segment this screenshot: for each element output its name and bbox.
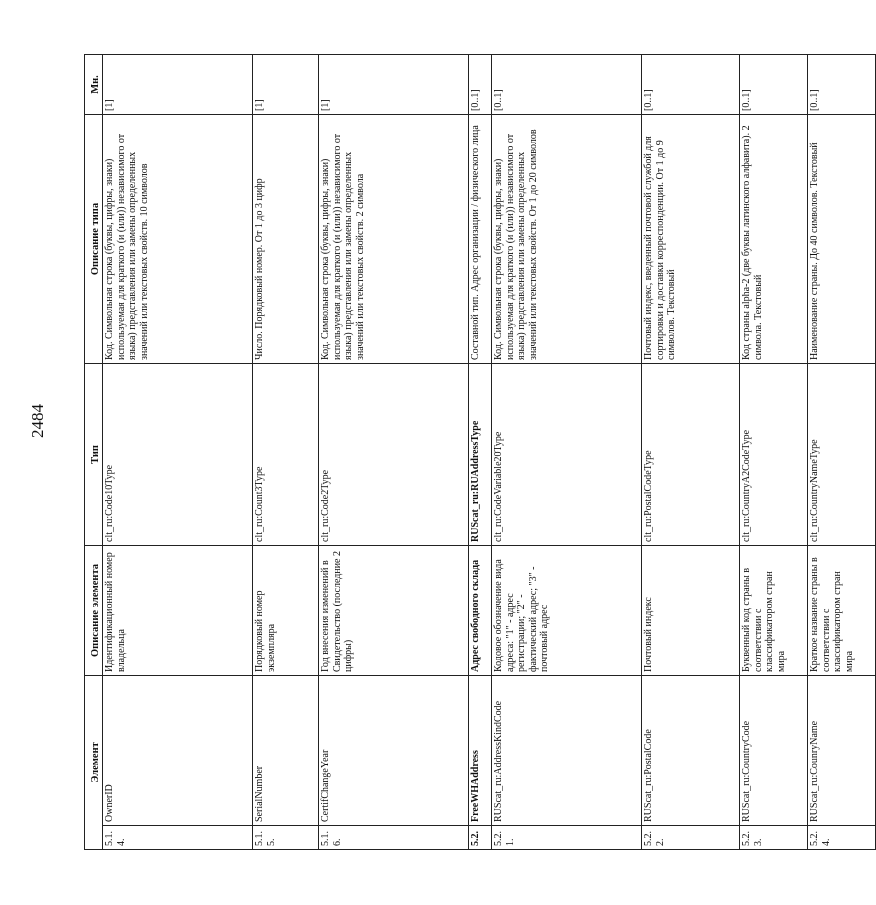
rotated-table-container xyxy=(84,55,855,850)
row-type: clt_ru:CountryA2CodeType xyxy=(740,364,808,546)
row-element: FreeWHAddress xyxy=(469,676,492,826)
row-multiplicity: [0..1] xyxy=(642,55,740,115)
row-multiplicity: [0..1] xyxy=(740,55,808,115)
row-element: RUScat_ru:AddressKindCode xyxy=(492,676,642,826)
row-element-description: Идентификационный номер владельца xyxy=(103,546,253,676)
row-type: clt_ru:Count3Type xyxy=(253,364,319,546)
row-type-description: Код. Символьная строка (буквы, цифры, знаки) используемая для краткого (и (или)) независимого от языка) представления или замены определенных значений или текстовых свойств. 2 символа xyxy=(319,115,469,364)
row-element: RUScat_ru:PostalCode xyxy=(642,676,740,826)
row-element: RUScat_ru:CounryName xyxy=(808,676,876,826)
header-type: Тип xyxy=(85,364,103,546)
row-type-description: Почтовый индекс, введенный почтовой службой для сортировки и доставки корреспонденции. От 1 до 9 символов. Текстовый xyxy=(642,115,740,364)
row-type-description: Составной тип. Адрес организации / физического лица xyxy=(469,115,492,364)
table-row xyxy=(469,55,492,850)
row-type: clt_ru:CodeVariable20Type xyxy=(492,364,642,546)
row-type: RUScat_ru:RUAddressType xyxy=(469,364,492,546)
row-type-description: Наименование страны. До 40 символов. Текстовый xyxy=(808,115,876,364)
row-element: RUScat_ru:CountryCode xyxy=(740,676,808,826)
row-type: clt_ru:PostalCodeType xyxy=(642,364,740,546)
row-element-description: Адрес свободного склада xyxy=(469,546,492,676)
specification-table xyxy=(84,54,876,850)
table-row xyxy=(808,55,876,850)
header-element-description: Описание элемента xyxy=(85,546,103,676)
row-type-description: Код страны alpha-2 (две буквы латинского алфавита). 2 символа. Текстовый xyxy=(740,115,808,364)
row-element-description: Почтовый индекс xyxy=(642,546,740,676)
row-multiplicity: [1] xyxy=(319,55,469,115)
row-number: 5.2.3. xyxy=(740,826,808,850)
row-multiplicity: [1] xyxy=(253,55,319,115)
row-element: OwnerID xyxy=(103,676,253,826)
row-element-description: Год внесения изменений в Свидетельство (последние 2 цифры) xyxy=(319,546,469,676)
row-number: 5.2.2. xyxy=(642,826,740,850)
table-header-row xyxy=(85,55,103,850)
row-multiplicity: [0..1] xyxy=(469,55,492,115)
row-element-description: Кодовое обозначение вида адреса: "1" - адрес регистрации; "2" - фактический адрес; "3" - почтовый адрес xyxy=(492,546,642,676)
header-multiplicity: Мн. xyxy=(85,55,103,115)
header-element: Элемент xyxy=(85,676,103,850)
row-multiplicity: [0..1] xyxy=(808,55,876,115)
table-row xyxy=(492,55,642,850)
row-type: clt_ru:Code2Type xyxy=(319,364,469,546)
row-element: CertifChangeYear xyxy=(319,676,469,826)
table-row xyxy=(642,55,740,850)
row-multiplicity: [0..1] xyxy=(492,55,642,115)
row-type: clt_ru:Code10Type xyxy=(103,364,253,546)
row-element-description: Буквенный код страны в соответствии с классификатором стран мира xyxy=(740,546,808,676)
header-type-description: Описание типа xyxy=(85,115,103,364)
table-row xyxy=(253,55,319,850)
row-type-description: Код. Символьная строка (буквы, цифры, знаки) используемая для краткого (и (или)) независимого от языка) представления или замены определенных значений или текстовых свойств. 10 символов xyxy=(103,115,253,364)
table-row xyxy=(319,55,469,850)
row-element-description: Краткое название страны в соответствии с классификатором стран мира xyxy=(808,546,876,676)
row-type-description: Код. Символьная строка (буквы, цифры, знаки) используемая для краткого (и (или)) независимого от языка) представления или замены определенных значений или текстовых свойств. От 1 до 20 символов xyxy=(492,115,642,364)
row-element-description: Порядковый номер экземпляра xyxy=(253,546,319,676)
row-type-description: Число. Порядковый номер. От 1 до 3 цифр xyxy=(253,115,319,364)
row-multiplicity: [1] xyxy=(103,55,253,115)
row-number: 5.1.4. xyxy=(103,826,253,850)
row-number: 5.2.1. xyxy=(492,826,642,850)
row-type: clt_ru:CountryNameType xyxy=(808,364,876,546)
page-number: 2484 xyxy=(28,404,47,438)
row-number: 5.2. xyxy=(469,826,492,850)
table-row xyxy=(740,55,808,850)
row-number: 5.1.5. xyxy=(253,826,319,850)
row-number: 5.1.6. xyxy=(319,826,469,850)
row-element: SerialNumber xyxy=(253,676,319,826)
table-row xyxy=(103,55,253,850)
row-number: 5.2.4. xyxy=(808,826,876,850)
